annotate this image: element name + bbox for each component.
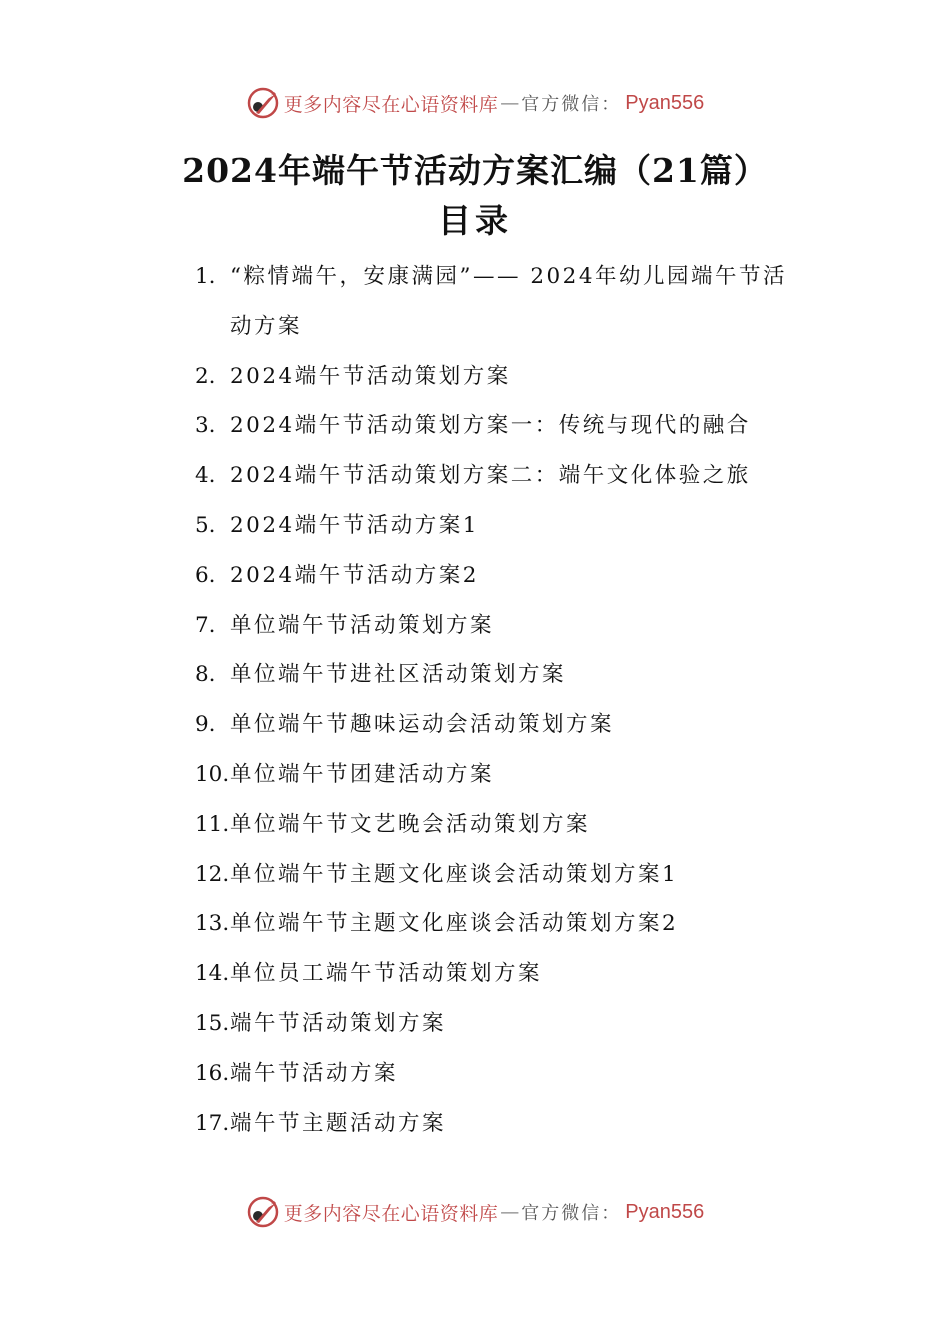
- toc-item-text: 单位端午节文艺晚会活动策划方案: [230, 811, 591, 837]
- toc-item-number: 9.: [195, 712, 216, 738]
- banner-wechat-label: 官方微信：: [521, 1203, 622, 1224]
- banner-separator: —: [500, 92, 520, 114]
- toc-item-text: 端午节活动策划方案: [230, 1010, 447, 1036]
- footer-banner: [0, 1192, 950, 1232]
- banner-separator: —: [500, 1201, 520, 1223]
- toc-item-number: 16.: [195, 1060, 230, 1086]
- toc-item-number: 10.: [195, 761, 230, 787]
- toc-item: [195, 650, 805, 700]
- toc-item-number: 17.: [195, 1110, 230, 1136]
- toc-item: [195, 999, 805, 1049]
- toc-item-text: 端午节主题活动方案: [230, 1110, 447, 1136]
- toc-item-text: 单位端午节进社区活动策划方案: [230, 662, 567, 688]
- banner-wechat-id: Pyan556: [625, 91, 705, 114]
- quill-logo-icon: [246, 1195, 280, 1229]
- toc-item-text: “粽情端午，安康满园”—— 2024年幼儿园端午节活动方案: [230, 264, 788, 339]
- quill-logo-icon: [246, 86, 280, 120]
- document-title: 2024年端午节活动方案汇编（21篇）: [182, 151, 768, 190]
- toc-item-text: 单位端午节趣味运动会活动策划方案: [230, 712, 615, 738]
- toc-item: [195, 601, 805, 651]
- toc-item-text: 端午节活动方案: [230, 1060, 399, 1086]
- banner-text: 更多内容尽在心语资料库: [283, 93, 499, 116]
- toc-item-number: 12.: [195, 861, 230, 887]
- toc-item-text: 单位员工端午节活动策划方案: [230, 961, 543, 987]
- toc-item-text: 单位端午节主题文化座谈会活动策划方案1: [230, 861, 679, 887]
- toc-item-text: 2024端午节活动策划方案二：端午文化体验之旅: [230, 463, 751, 489]
- banner-wechat-label: 官方微信：: [521, 94, 622, 115]
- toc-item-number: 3.: [195, 413, 216, 439]
- toc-item-number: 14.: [195, 961, 230, 987]
- toc-item-text: 2024端午节活动方案2: [230, 562, 479, 588]
- toc-item: [195, 700, 805, 750]
- toc-item-number: 4.: [195, 463, 216, 489]
- toc-item-number: 11.: [195, 811, 230, 837]
- toc-item: [195, 1049, 805, 1099]
- toc-item: [195, 252, 805, 352]
- toc-item: [195, 551, 805, 601]
- toc-item-number: 1.: [195, 264, 216, 289]
- toc-item-text: 2024端午节活动策划方案一：传统与现代的融合: [230, 413, 751, 439]
- toc-item-number: 13.: [195, 911, 230, 937]
- toc-item-number: 7.: [195, 612, 216, 638]
- banner-wechat-id: Pyan556: [625, 1200, 705, 1223]
- toc-item: [195, 800, 805, 850]
- toc-item-number: 5.: [195, 512, 216, 538]
- table-of-contents: [195, 252, 805, 1148]
- toc-item: [195, 750, 805, 800]
- toc-item-number: 8.: [195, 662, 216, 688]
- toc-item-number: 2.: [195, 363, 216, 389]
- toc-item-number: 6.: [195, 562, 216, 588]
- toc-item: [195, 850, 805, 900]
- banner-text: 更多内容尽在心语资料库: [283, 1202, 499, 1225]
- toc-item-text: 2024端午节活动方案1: [230, 512, 479, 538]
- toc-item-text: 单位端午节主题文化座谈会活动策划方案2: [230, 911, 679, 937]
- toc-item: [195, 451, 805, 501]
- toc-item: [195, 352, 805, 402]
- toc-item: [195, 501, 805, 551]
- toc-item: [195, 949, 805, 999]
- toc-item-text: 2024端午节活动策划方案: [230, 363, 511, 389]
- toc-item: [195, 899, 805, 949]
- toc-item-text: 单位端午节活动策划方案: [230, 612, 495, 638]
- header-banner: [0, 83, 950, 123]
- toc-item: [195, 401, 805, 451]
- toc-item-text: 单位端午节团建活动方案: [230, 761, 495, 787]
- toc-item: [195, 1099, 805, 1149]
- toc-item-number: 15.: [195, 1010, 230, 1036]
- document-subtitle: 目录: [438, 201, 512, 240]
